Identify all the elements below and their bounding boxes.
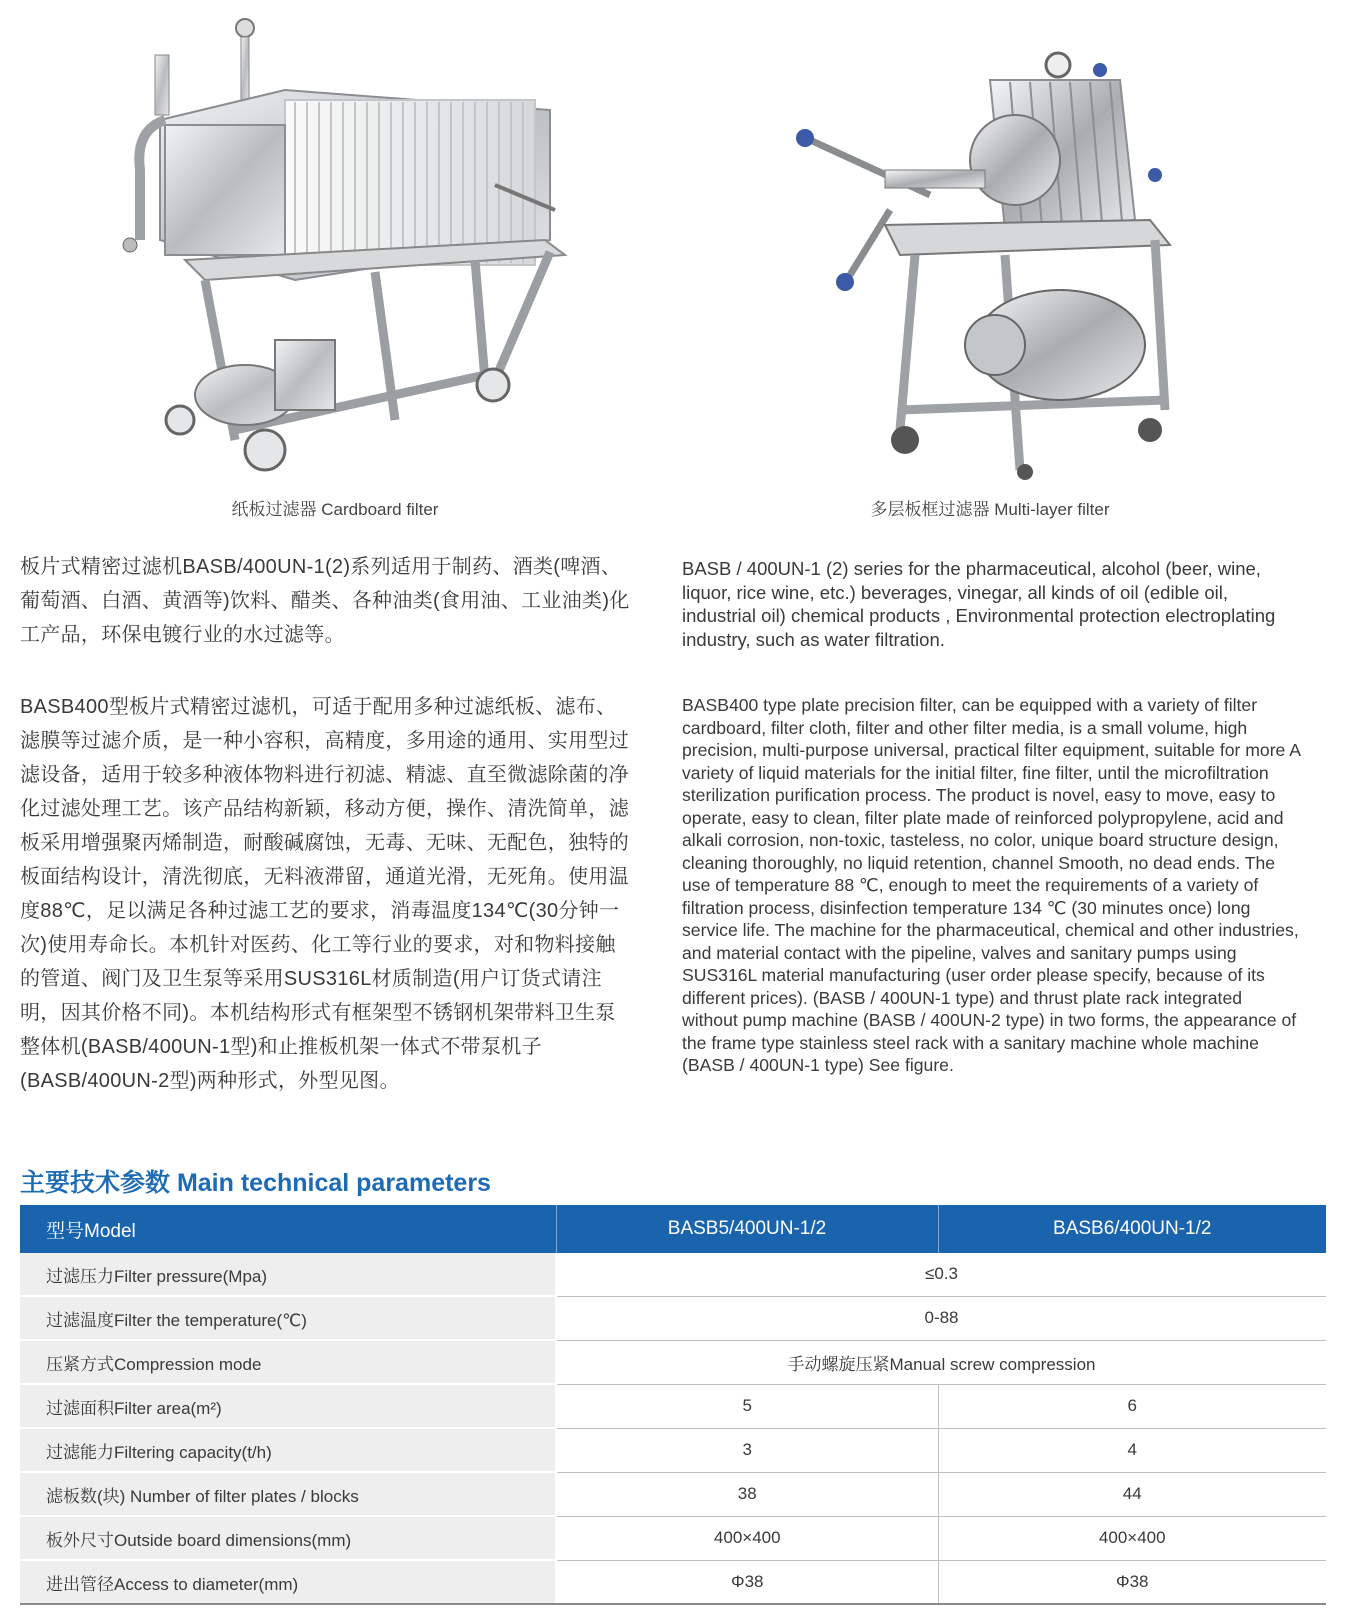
table-row: [20, 1253, 1326, 1296]
figure-caption-multi-layer: 多层板框过滤器 Multi-layer filter: [870, 500, 1110, 519]
cardboard-filter-machine-illustration: [95, 10, 575, 480]
row-label: 过滤面积Filter area(m²): [20, 1384, 556, 1428]
intro-en-paragraph: BASB / 400UN-1 (2) series for the pharmaceutical, alcohol (beer, wine, liquor, rice wine, etc.) beverages, vinegar, all kinds of oil (edible oil, industrial oil) chemical products , Environmental protection electroplating industry, such as water filtration.: [682, 558, 1276, 650]
row-label: 滤板数(块) Number of filter plates / blocks: [20, 1472, 556, 1516]
row-value-1: 5: [556, 1384, 938, 1428]
intro-cn-paragraph: 板片式精密过滤机BASB/400UN-1(2)系列适用于制药、酒类(啤酒、葡萄酒、白酒、黄酒等)饮料、醋类、各种油类(食用油、工业油类)化工产品，环保电镀行业的水过滤等。: [20, 556, 630, 646]
table-row: [20, 1516, 1326, 1560]
header-model-1: BASB5/400UN-1/2: [556, 1205, 938, 1253]
row-label: 板外尺寸Outside board dimensions(mm): [20, 1516, 556, 1560]
table-row: [20, 1472, 1326, 1516]
row-value-2: 6: [938, 1384, 1326, 1428]
table-row: [20, 1384, 1326, 1428]
row-value-2: 4: [938, 1428, 1326, 1472]
row-value-1: Φ38: [556, 1560, 938, 1604]
description-cn-paragraph: BASB400型板片式精密过滤机，可适于配用多种过滤纸板、滤布、滤膜等过滤介质，是一种小容积，高精度，多用途的通用、实用型过滤设备，适用于较多种液体物料进行初滤、精滤、直至微滤除菌的净化过滤处理工艺。该产品结构新颖，移动方便，操作、清洗简单，滤板采用增强聚丙烯制造，耐酸碱腐蚀，无毒、无味、无配色，独特的板面结构设计，清洗彻底，无料液滞留，通道光滑，无死角。使用温度88℃，足以满足各种过滤工艺的要求，消毒温度134℃(30分钟一次)使用寿命长。本机针对医药、化工等行业的要求，对和物料接触的管道、阀门及卫生泵等采用SUS316L材质制造(用户订货式请注明，因其价格不同)。本机结构形式有框架型不锈钢机架带料卫生泵整体机(BASB/400UN-1型)和止推板机架一体式不带泵机子(BASB/400UN-2型)两种形式，外型见图。: [20, 696, 629, 1092]
description-en-paragraph: BASB400 type plate precision filter, can be equipped with a variety of filter cardboard, filter cloth, filter and other filter media, is a small volume, high precision, multi-purpose universal, practical filter equipment, suitable for more A variety of liquid materials for the initial filter, fine filter, until the microfiltration sterilization purification process. The product is novel, easy to move, easy to operate, easy to clean, filter plate made of reinforced polypropylene, acid and alkali corrosion, non-toxic, tasteless, no color, unique board structure design, cleaning thoroughly, no liquid retention, channel Smooth, no dead ends. The use of temperature 88 ℃, enough to meet the requirements of a variety of filtration process, disinfection temperature 134 ℃ (30 minutes once) long service life. The machine for the pharmaceutical, chemical and other industries, and material contact with the pipeline, valves and sanitary pumps using SUS316L material manufacturing (user order please specify, because of its different prices). (BASB / 400UN-1 type) and thrust plate rack integrated without pump machine (BASB / 400UN-2 type) in two forms, the appearance of the frame type stainless steel rack with a sanitary machine whole machine (BASB / 400UN-1 type) See figure.: [682, 695, 1301, 1075]
header-model-label: 型号Model: [20, 1205, 556, 1253]
row-label: 过滤温度Filter the temperature(℃): [20, 1296, 556, 1340]
row-value: 手动螺旋压紧Manual screw compression: [556, 1340, 1326, 1384]
table-row: [20, 1296, 1326, 1340]
multi-layer-filter-figure: [790, 10, 1190, 480]
row-label: 过滤能力Filtering capacity(t/h): [20, 1428, 556, 1472]
table-row: [20, 1428, 1326, 1472]
table-row: [20, 1560, 1326, 1604]
figure-caption-cardboard: 纸板过滤器 Cardboard filter: [231, 500, 439, 519]
row-value-2: Φ38: [938, 1560, 1326, 1604]
header-model-2: BASB6/400UN-1/2: [938, 1205, 1326, 1253]
multi-layer-filter-machine-illustration: [790, 10, 1190, 480]
row-value-2: 44: [938, 1472, 1326, 1516]
row-value: ≤0.3: [556, 1253, 1326, 1296]
cardboard-filter-figure: [95, 10, 575, 480]
row-value-1: 400×400: [556, 1516, 938, 1560]
row-value-1: 38: [556, 1472, 938, 1516]
section-title: 主要技术参数 Main technical parameters: [20, 1169, 491, 1197]
row-label: 进出管径Access to diameter(mm): [20, 1560, 556, 1604]
row-value-1: 3: [556, 1428, 938, 1472]
table-header-row: [20, 1205, 1326, 1253]
row-label: 压紧方式Compression mode: [20, 1340, 556, 1384]
table-row: [20, 1340, 1326, 1384]
row-value: 0-88: [556, 1296, 1326, 1340]
technical-parameters-table: [20, 1205, 1326, 1605]
row-label: 过滤压力Filter pressure(Mpa): [20, 1253, 556, 1296]
row-value-2: 400×400: [938, 1516, 1326, 1560]
